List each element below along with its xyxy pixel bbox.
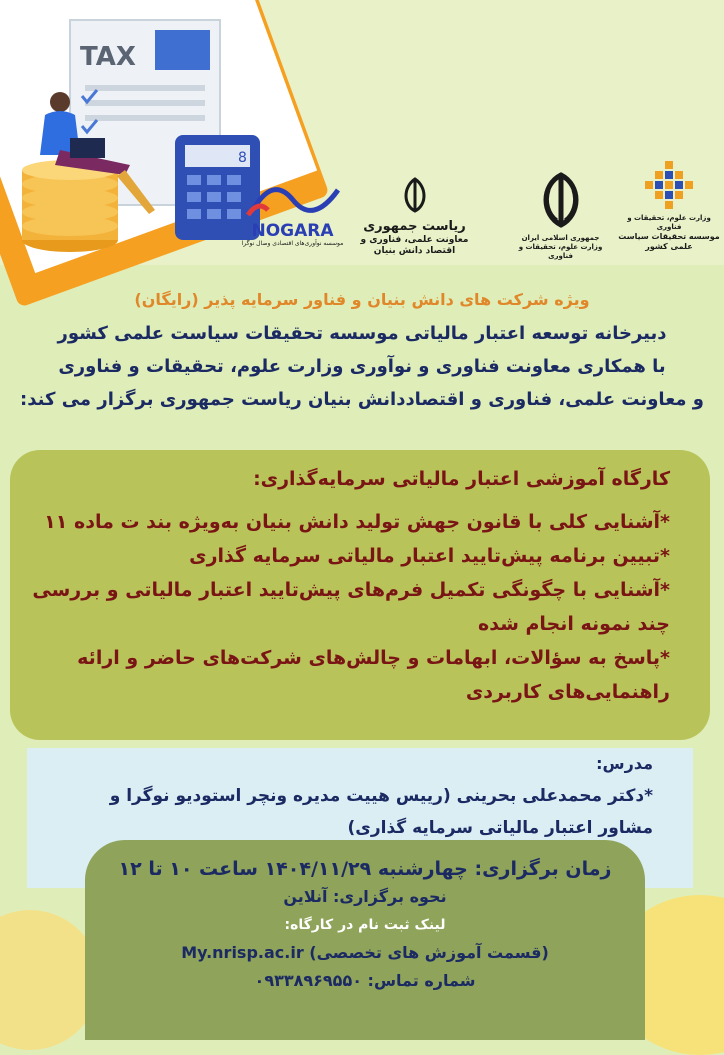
tax-text: TAX — [80, 42, 136, 72]
workshop-box — [10, 450, 710, 740]
presidency-logo — [352, 175, 477, 257]
iran-emblem-line1: جمهوری اسلامی ایران — [521, 234, 600, 242]
nogara-wave-icon — [243, 180, 343, 218]
nogara-brand: NOGARA — [251, 221, 334, 241]
registration-link-label: لینک ثبت نام در کارگاه: — [284, 917, 446, 933]
workshop-topic: *آشنایی کلی با قانون جهش تولید دانش بنیان به‌ویژه بند ت ماده ۱۱ — [44, 511, 670, 533]
presidency-title: ریاست جمهوری — [363, 219, 466, 234]
laptop-icon — [70, 138, 105, 158]
instructor-line-2: مشاور اعتبار مالیاتی سرمایه گذاری) — [347, 818, 653, 838]
workshop-topic: *پاسخ به سؤالات، ابهامات و چالش‌های شرکت‌های حاضر و ارائه راهنمایی‌های کاربردی — [77, 647, 670, 703]
instructor-details — [33, 780, 653, 844]
nrisp-line1: وزارت علوم، تحقیقات و فناوری — [627, 214, 711, 231]
nrisp-line2: موسسه تحقیقات سیاست علمی کشور — [618, 232, 720, 251]
workshop-topic: *آشنایی با چگونگی تکمیل فرم‌های پیش‌تایید اعتبار مالیاتی و بررسی چند نمونه انجام شده — [32, 579, 670, 635]
event-details — [85, 855, 645, 995]
iran-emblem-icon — [531, 170, 591, 230]
svg-text:8: 8 — [238, 150, 247, 166]
event-time: زمان برگزاری: چهارشنبه ۱۴۰۴/۱۱/۲۹ ساعت ۱۰ تا ۱۲ — [118, 858, 612, 880]
intro-line-3: و معاونت علمی، فناوری و اقتصاددانش بنیان ریاست جمهوری برگزار می کند: — [20, 389, 704, 410]
workshop-topics — [30, 505, 670, 709]
nrisp-diamond-icon — [644, 160, 694, 210]
presidency-subtitle: معاونت علمی، فناوری و اقتصاد دانش بنیان — [360, 235, 469, 256]
intro-line-2: با همکاری معاونت فناوری و نوآوری وزارت علوم، تحقیقات و فناوری — [58, 356, 666, 377]
instructor-label: مدرس: — [596, 754, 653, 773]
instructor-line-1: *دکتر محمدعلی بحرینی (رییس هییت مدیره ونچر استودیو نوگرا و — [109, 786, 653, 806]
event-mode: نحوه برگزاری: آنلاین — [283, 887, 447, 906]
doc-photo-block — [155, 30, 210, 70]
workshop-title: کارگاه آموزشی اعتبار مالیاتی سرمایه‌گذاری: — [253, 468, 670, 490]
nogara-logo — [240, 180, 345, 248]
nrisp-logo — [618, 160, 720, 252]
coins-icon — [22, 160, 118, 252]
nogara-tagline: موسسه نوآوری‌های اقتصادی وصال نوگرا — [241, 240, 344, 247]
iran-emblem-line2: وزارت علوم، تحقیقات و فناوری — [518, 243, 603, 260]
intro-line-1: دبیرخانه توسعه اعتبار مالیاتی موسسه تحقیقات سیاست علمی کشور — [57, 323, 667, 344]
audience-subtitle: ویژه شرکت های دانش بنیان و فناور سرمایه پذیر (رایگان) — [134, 290, 590, 309]
registration-link[interactable]: My.nrisp.ac.ir (قسمت آموزش های تخصصی) — [181, 943, 549, 962]
logos-row — [240, 160, 720, 260]
workshop-topic: *تبیین برنامه پیش‌تایید اعتبار مالیاتی سرمایه گذاری — [189, 545, 670, 567]
emblem-icon — [395, 175, 435, 215]
iran-emblem-logo — [508, 170, 613, 261]
header-band — [0, 0, 724, 265]
contact-phone: شماره تماس: ۰۹۳۳۸۹۶۹۵۵۰ — [254, 971, 476, 990]
intro-section — [10, 290, 714, 416]
